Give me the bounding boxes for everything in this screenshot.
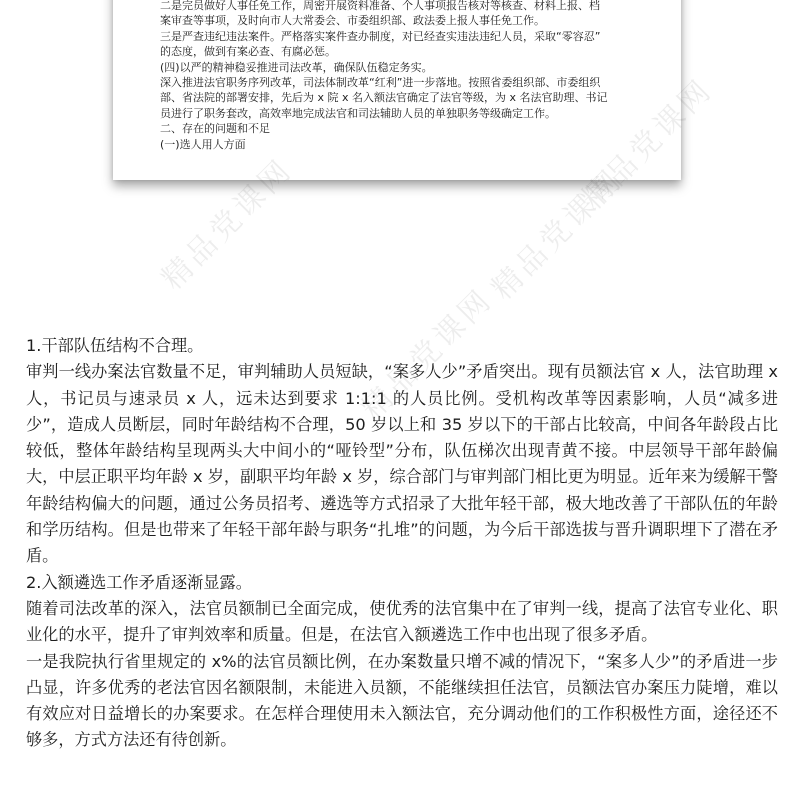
page-line: 员进行了职务套改，高效率地完成法官和司法辅助人员的单独职务等级确定工作。: [160, 106, 556, 120]
page-line: 的态度，做到有案必查、有腐必惩。: [160, 45, 336, 59]
article-paragraph: 一是我院执行省里规定的 x%的法官员额比例，在办案数量只增不减的情况下，“案多人少”的矛盾进一步凸显，许多优秀的老法官因名额限制，未能进入员额，不能继续担任法官，员额法官办案压力陡增，难以有效应对日益增长的办案要求。在怎样合理使用未入额法官，充分调动他们的工作积极性方面，途径还不够多，方式方法还有待创新。: [26, 651, 778, 750]
watermark-text: 精品党课网: [354, 281, 500, 427]
document-page-thumbnail: [113, 0, 681, 180]
page-line: 部、省法院的部署安排，先后为 x 院 x 名入额法官确定了法官等级，为 x 名法官助理、书记: [160, 91, 608, 105]
page-line: 三是严查违纪违法案件。严格落实案件查办制度，对已经查实违法违纪人员，采取“零容忍”: [160, 29, 601, 43]
page-line: 深入推进法官职务序列改革，司法体制改革“红利”进一步落地。按照省委组织部、市委组织: [160, 76, 601, 90]
document-preview-area: [0, 0, 800, 320]
watermark-text: 精品党课网: [154, 151, 300, 297]
section-heading: 2.入额遴选工作矛盾逐渐显露。: [26, 572, 252, 592]
watermark-text: 精品党课网: [484, 161, 630, 307]
article-body: [26, 333, 778, 754]
page-line: 二、存在的问题和不足: [160, 122, 270, 136]
page-line: 案审查等事项，及时向市人大常委会、市委组织部、政法委上报人事任免工作。: [160, 14, 545, 28]
article-paragraph: 随着司法改革的深入，法官员额制已全面完成，使优秀的法官集中在了审判一线，提高了法官专业化、职业化的水平，提升了审判效率和质量。但是，在法官入额遴选工作中也出现了很多矛盾。: [26, 598, 778, 645]
page-line: (四)以严的精神稳妥推进司法改革，确保队伍稳定务实。: [160, 60, 433, 74]
article-paragraph: 审判一线办案法官数量不足，审判辅助人员短缺，“案多人少”矛盾突出。现有员额法官 x 人，法官助理 x 人，书记员与速录员 x 人，远未达到要求 1:1:1 的人员比例。受机构改革等因素影响，人员“减多进少”，造成人员断层，同时年龄结构不合理，50 岁以上和 35 岁以下的干部占比较高，中间各年龄段占比较低，整体年龄结构呈现两头大中间小的“哑铃型”分布，队伍梯次出现青黄不接。中层领导干部年龄偏大，中层正职平均年龄 x 岁，副职平均年龄 x 岁，综合部门与审判部门相比更为明显。近年来为缓解干警年龄结构偏大的问题，通过公务员招考、遴选等方式招录了大批年轻干部，极大地改善了干部队伍的年龄和学历结构。但是也带来了年轻干部年龄与职务“扎堆”的问题，为今后干部选拔与晋升调职埋下了潜在矛盾。: [26, 362, 778, 566]
page-line: 二是完员做好人事任免工作，周密开展资料准备、个人事项报告核对等核查、材料上报、档: [160, 0, 600, 12]
document-page-text: [160, 0, 660, 152]
page-line: (一)选人用人方面: [160, 137, 246, 151]
section-heading: 1.干部队伍结构不合理。: [26, 336, 204, 355]
